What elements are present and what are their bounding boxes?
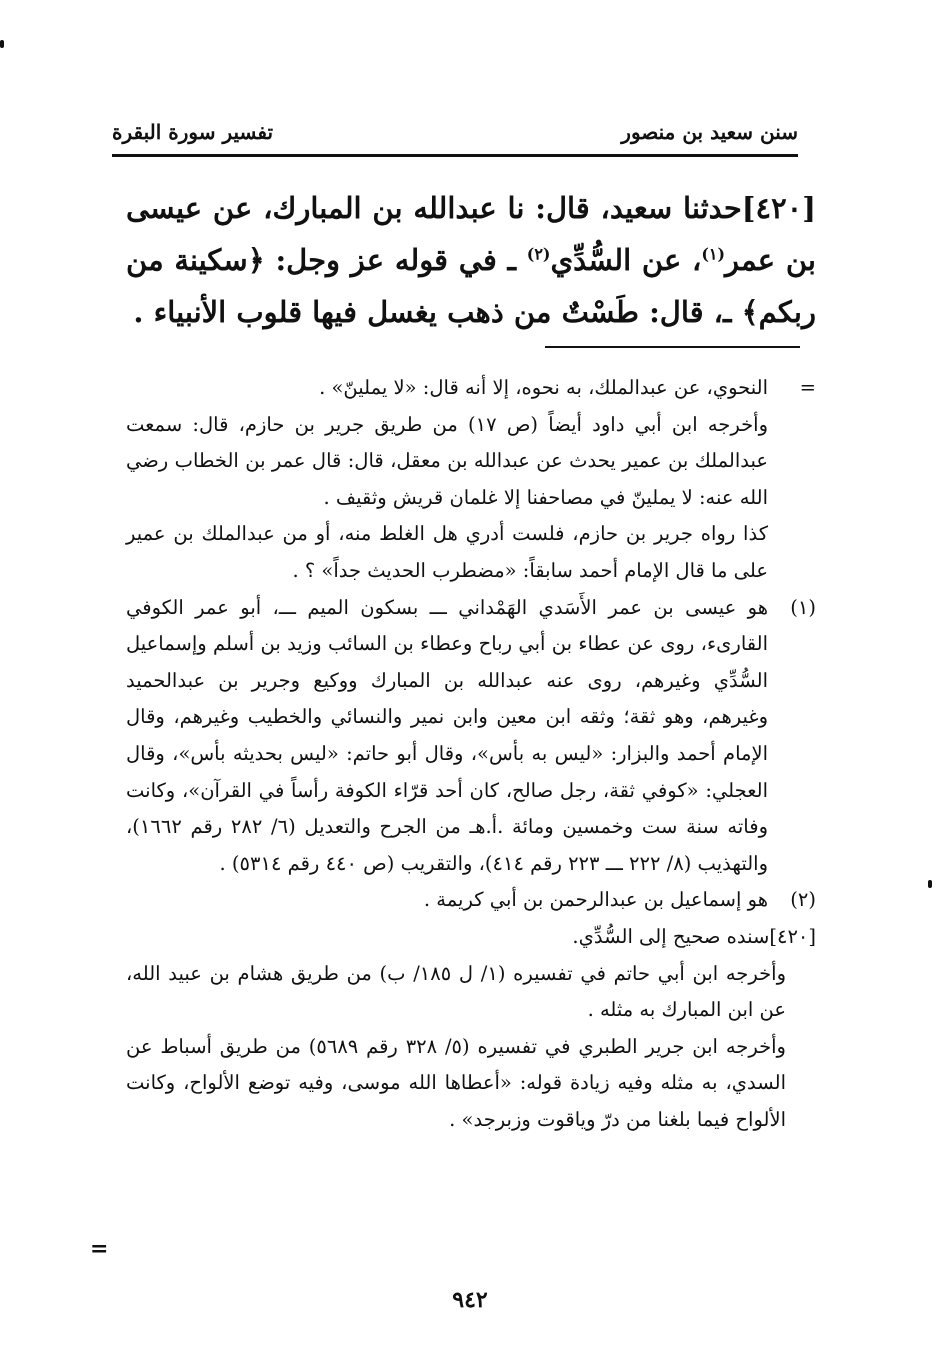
- hadith-part-3: ـ في قوله عز وجل: ﴿سكينة من ربكم﴾ ـ، قال: طَسْتٌ من ذهب يغسل فيها قلوب الأنبياء .: [126, 243, 816, 329]
- footnotes-area: [126, 370, 816, 1138]
- hadith-number: [٤٢٠]: [741, 191, 816, 225]
- footnote-separator: [545, 346, 800, 348]
- footnote-ref-1: (١): [701, 244, 726, 264]
- continuation-line: النحوي، عن عبدالملك، به نحوه، إلا أنه قال: «لا يملينّ» .: [319, 376, 768, 399]
- continuation-block: [126, 370, 816, 590]
- continuation-mark: =: [799, 376, 816, 399]
- takhrij-body: [126, 956, 816, 1139]
- takhrij-paragraph: وأخرجه ابن جرير الطبري في تفسيره (٥/ ٣٢٨ رقم ٥٦٨٩) من طريق أسباط عن السدي، به مثله وفيه زيادة قوله: «أعطاها الله موسى، وفيه توضع الألواح، وكانت الألواح فيما بلغنا من درّ وياقوت وزبرجد» .: [126, 1034, 786, 1131]
- footnote-2: [126, 882, 816, 919]
- hadith-part-2: ، عن السُّدِّي: [550, 243, 702, 277]
- scan-mark: [0, 40, 4, 48]
- footnote-ref-2: (٢): [526, 244, 551, 264]
- header-rule: [112, 154, 798, 157]
- footnote-mark: (١): [790, 595, 816, 619]
- section-title: تفسير سورة البقرة: [112, 120, 274, 144]
- scan-mark: [928, 880, 932, 888]
- footnote-text: هو عيسى بن عمر الأَسَدي الهَمْداني ـــ بسكون الميم ـــ، أبو عمر الكوفي القارىء، روى عن عطاء بن أبي رباح وعطاء بن السائب وزيد بن أسلم وإسماعيل السُّدِّي وغيرهم، روى عنه عبدالله بن المبارك ووكيع وجرير بن عبدالحميد وغيرهم، وهو ثقة؛ وثقه ابن معين وابن نمير والنسائي والخطيب وغيرهم، وقال الإمام أحمد والبزار: «ليس به بأس»، وقال أبو حاتم: «ليس بحديثه بأس»، وقال العجلي: «كوفي ثقة، رجل صالح، كان أحد قرّاء الكوفة رأساً في القرآن»، وكانت وفاته سنة ست وخمسين ومائة .أ.هـ من الجرح والتعديل (٦/ ٢٨٢ رقم ١٦٦٢)، والتهذيب (٨/ ٢٢٢ ـــ ٢٢٣ رقم ٤١٤)، والتقريب (ص ٤٤٠ رقم ٥٣١٤) .: [126, 595, 768, 875]
- footnote-1: [126, 590, 816, 883]
- footnote-mark: (٢): [790, 888, 816, 912]
- book-title: سنن سعيد بن منصور: [621, 120, 798, 144]
- running-header: [112, 112, 798, 152]
- takhrij-label: [٤٢٠]: [769, 924, 816, 948]
- takhrij-heading: [126, 919, 816, 956]
- takhrij-paragraph: وأخرجه ابن أبي حاتم في تفسيره (١/ ل ١٨٥/ ب) من طريق هشام بن عبيد الله، عن ابن المبارك به مثله .: [126, 961, 787, 1022]
- footnote-text: هو إسماعيل بن عبدالرحمن بن أبي كريمة .: [423, 888, 768, 912]
- takhrij-text: سنده صحيح إلى السُّدِّي.: [572, 924, 770, 948]
- continuation-line: كذا رواه جرير بن حازم، فلست أدري هل الغلط منه، أو من عبدالملك بن عمير على ما قال الإمام أحمد سابقاً: «مضطرب الحديث جداً» ؟ .: [126, 522, 768, 582]
- continuation-line: وأخرجه ابن أبي داود أيضاً (ص ١٧) من طريق جرير بن حازم، قال: سمعت عبدالملك بن عمير يحدث عن عبدالله بن معقل، قال: قال عمر بن الخطاب رضي الله عنه: لا يملينّ في مصاحفنا إلا غلمان قريش وثقيف .: [126, 412, 768, 509]
- page-number: ٩٤٢: [452, 1287, 488, 1313]
- hadith-part-1: حدثنا سعيد، قال: نا عبدالله بن المبارك، عن عيسى بن عمر: [126, 191, 816, 277]
- continues-mark: =: [90, 1236, 109, 1262]
- hadith-text: [126, 182, 816, 338]
